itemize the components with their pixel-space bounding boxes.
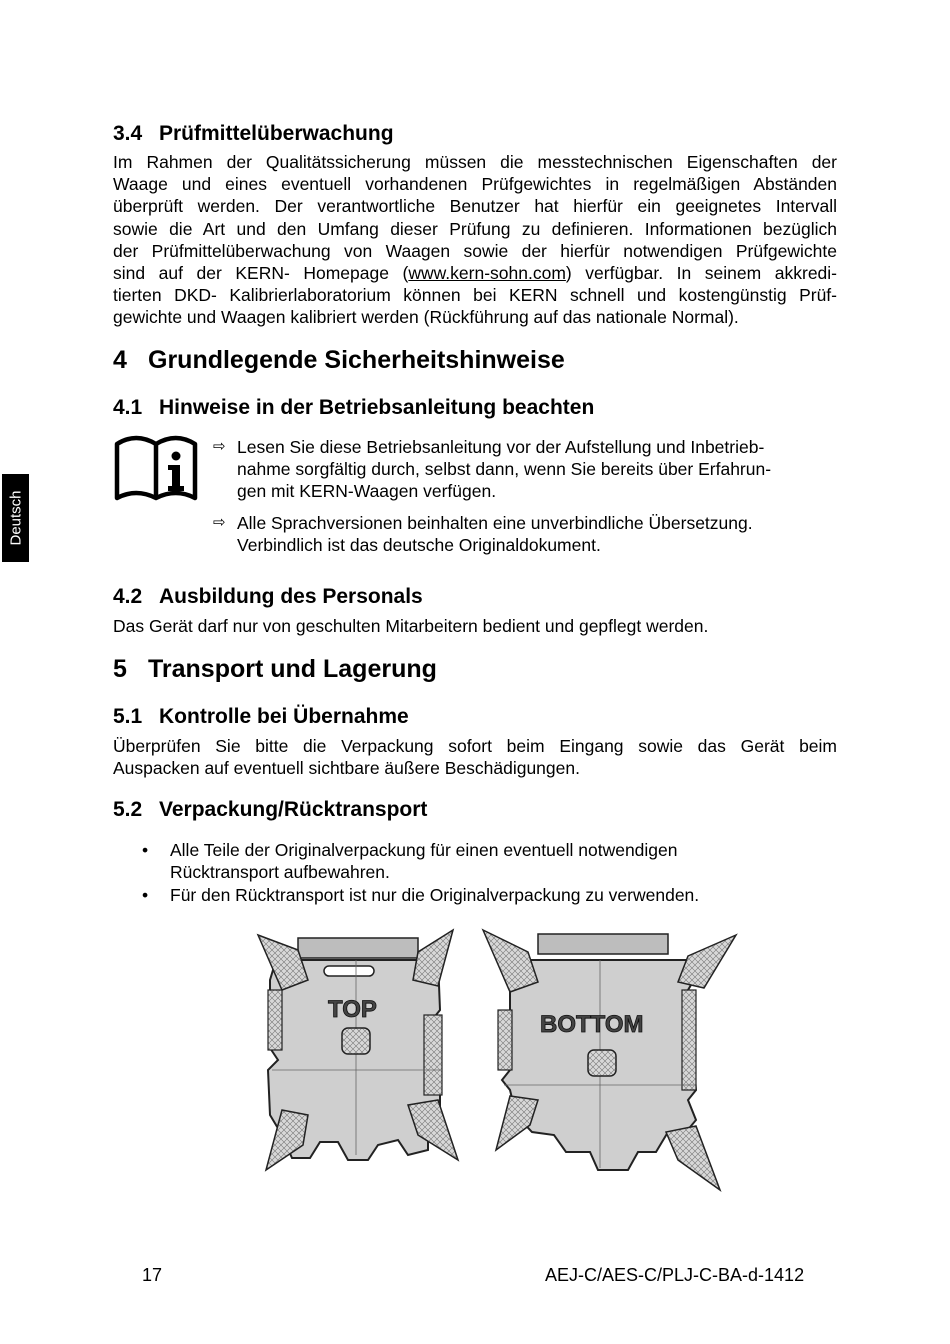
heading-5-2 [113, 798, 427, 822]
packaging-figure [248, 920, 738, 1205]
language-tab-label: Deutsch [7, 490, 24, 546]
text-line: Waage und eines eventuell vorhandenen Prüfgewichtes in regelmäßigen Abständen [113, 174, 837, 195]
heading-text: Ausbildung des Personals [159, 585, 423, 608]
text-fragment: ) verfügbar. In seinem akkredi- [565, 263, 837, 284]
heading-number: 4 [113, 346, 127, 374]
text-line: Alle Teile der Originalverpackung für einen eventuell notwendigen [170, 840, 678, 860]
heading-text: Grundlegende Sicherheitshinweise [148, 346, 565, 374]
homepage-link[interactable]: www.kern-sohn.com [408, 263, 566, 284]
text-fragment: sind auf der KERN- Homepage ( [113, 263, 409, 284]
paragraph-4-2: Das Gerät darf nur von geschulten Mitarbeitern bedient und gepflegt werden. [113, 616, 709, 636]
heading-number: 5 [113, 655, 127, 683]
text-line: Überprüfen Sie bitte die Verpackung sofort beim Eingang sowie das Gerät beim [113, 736, 837, 756]
instruction-item [213, 512, 813, 556]
heading-text: Verpackung/Rücktransport [159, 798, 428, 821]
text-line: nahme sorgfältig durch, selbst dann, wenn Sie bereits über Erfahrun- [237, 459, 772, 480]
heading-text: Transport und Lagerung [148, 655, 437, 683]
page-number: 17 [142, 1265, 163, 1285]
packaging-bottom-piece [483, 930, 736, 1190]
packaging-top-label: TOP [328, 996, 377, 1023]
heading-5 [113, 655, 437, 684]
text-line: Lesen Sie diese Betriebsanleitung vor der Aufstellung und Inbetrieb- [237, 437, 765, 457]
text-line: überprüft werden. Der verantwortliche Benutzer hat hierfür ein geeignetes Intervall [113, 196, 837, 217]
text-line: Im Rahmen der Qualitätssicherung müssen die messtechnischen Eigenschaften der [113, 152, 837, 172]
heading-number: 3.4 [113, 122, 143, 145]
heading-number: 4.1 [113, 396, 143, 419]
text-line: gen mit KERN-Waagen verfügen. [237, 481, 497, 502]
paragraph-3-4 [113, 151, 837, 329]
arrow-right-icon: ⇨ [213, 514, 226, 531]
document-id: AEJ-C/AES-C/PLJ-C-BA-d-1412 [545, 1265, 805, 1285]
text-line-with-link [113, 262, 837, 284]
text-line: gewichte und Waagen kalibriert werden (Rückführung auf das nationale Normal). [113, 307, 739, 328]
arrow-right-icon: ⇨ [213, 438, 226, 455]
language-tab [2, 474, 29, 562]
bullet-item [142, 839, 678, 883]
heading-number: 4.2 [113, 585, 143, 608]
text-line: Rücktransport aufbewahren. [170, 862, 390, 883]
paragraph-5-1 [113, 735, 837, 779]
manual-info-icon [114, 434, 198, 502]
text-line: Verbindlich ist das deutsche Originaldokument. [237, 535, 601, 556]
heading-text: Hinweise in der Betriebsanleitung beachten [159, 396, 595, 419]
text-line: der Prüfmittelüberwachung von Waagen sowie der hierfür notwendigen Prüfgewichte [113, 240, 837, 261]
heading-text: Prüfmittelüberwachung [159, 122, 394, 145]
heading-number: 5.1 [113, 705, 143, 728]
heading-4-1 [113, 396, 594, 420]
text-line: Alle Sprachversionen beinhalten eine unverbindliche Übersetzung. [237, 513, 753, 533]
heading-number: 5.2 [113, 798, 143, 821]
bullet-icon: • [142, 840, 149, 860]
packaging-top-piece [258, 930, 458, 1170]
heading-4 [113, 346, 565, 375]
text-line: tierten DKD- Kalibrierlaboratorium können bei KERN schnell und kostengünstig Prüf- [113, 285, 837, 306]
text-line: Auspacken auf eventuell sichtbare äußere Beschädigungen. [113, 758, 580, 779]
heading-5-1 [113, 705, 409, 729]
bullet-icon: • [142, 885, 149, 905]
text-line: Für den Rücktransport ist nur die Originalverpackung zu verwenden. [170, 885, 700, 905]
instruction-item [213, 436, 813, 503]
heading-3-4 [113, 122, 394, 146]
heading-4-2 [113, 585, 423, 609]
bullet-item [142, 884, 699, 906]
text-line: sowie die Art und den Umfang dieser Prüfung zu definieren. Informationen bezüglich [113, 218, 837, 239]
heading-text: Kontrolle bei Übernahme [159, 705, 409, 728]
packaging-bottom-label: BOTTOM [540, 1011, 644, 1038]
